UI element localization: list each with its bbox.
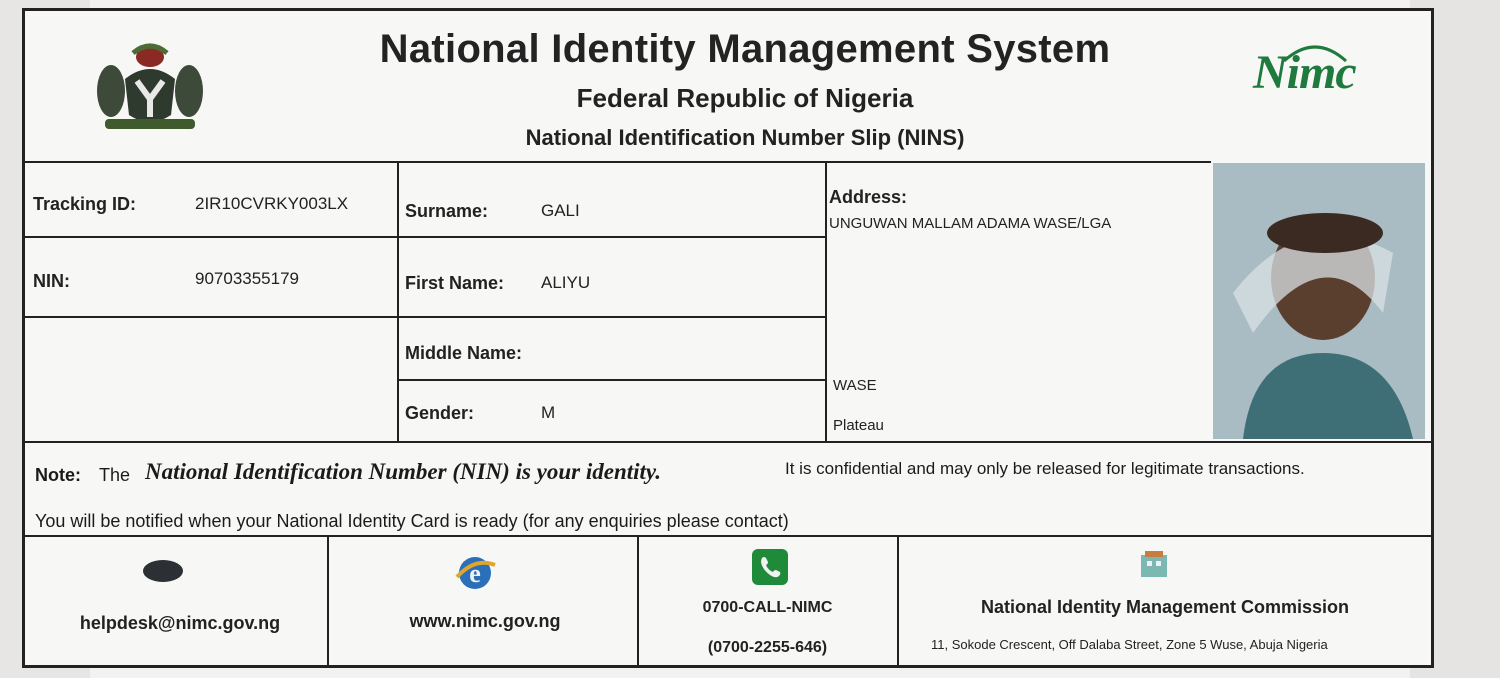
portrait-image	[1213, 163, 1425, 439]
holder-photo	[1213, 163, 1425, 439]
divider	[637, 535, 639, 665]
nin-label: NIN:	[33, 271, 70, 291]
commission-address: 11, Sokode Crescent, Off Dalaba Street, Zone 5 Wuse, Abuja Nigeria	[931, 637, 1328, 652]
office-building-icon	[1137, 547, 1171, 581]
divider	[397, 161, 399, 441]
tracking-id-value: 2IR10CVRKY003LX	[195, 194, 349, 213]
divider	[25, 535, 1431, 537]
nimc-logo: Nimc	[1253, 46, 1356, 99]
divider	[327, 535, 329, 665]
note-notification: You will be notified when your National Identity Card is ready (for any enquiries please contact)	[35, 511, 789, 531]
tracking-id-label: Tracking ID:	[33, 194, 137, 214]
svg-text:e: e	[469, 559, 481, 588]
note-the: The	[99, 465, 131, 485]
divider	[25, 161, 1211, 163]
note-label: Note:	[35, 465, 81, 485]
note-confidential: It is confidential and may only be released for legitimate transactions.	[785, 459, 1305, 478]
slip-name: National Identification Number Slip (NINS)	[525, 125, 965, 150]
surname-value: GALI	[541, 201, 580, 220]
address-label: Address:	[829, 187, 908, 207]
first-name-label: First Name:	[405, 273, 505, 293]
surname-label: Surname:	[405, 201, 489, 221]
note-emphasis: National Identification Number (NIN) is your identity.	[145, 459, 662, 484]
nin-slip	[22, 8, 1434, 668]
helpdesk-email[interactable]: helpdesk@nimc.gov.ng	[79, 613, 281, 633]
address-line: UNGUWAN MALLAM ADAMA WASE/LGA	[829, 215, 1112, 232]
divider	[897, 535, 899, 665]
divider	[397, 379, 825, 381]
country-subtitle: Federal Republic of Nigeria	[576, 83, 914, 113]
address-state: Plateau	[833, 417, 884, 434]
divider	[25, 316, 825, 318]
middle-name-label: Middle Name:	[405, 343, 523, 363]
email-icon	[141, 559, 185, 583]
phone-icon	[750, 547, 790, 587]
divider	[825, 161, 827, 441]
gender-label: Gender:	[405, 403, 475, 423]
page-title: National Identity Management System	[379, 27, 1111, 71]
commission-name: National Identity Management Commission	[980, 597, 1350, 617]
phone-digits[interactable]: (0700-2255-646)	[707, 639, 828, 656]
coat-of-arms-icon	[85, 29, 215, 139]
web-browser-icon	[453, 551, 497, 595]
phone-words[interactable]: 0700-CALL-NIMC	[702, 599, 833, 616]
website-link[interactable]: www.nimc.gov.ng	[409, 611, 561, 631]
first-name-value: ALIYU	[541, 273, 591, 292]
address-lga: WASE	[833, 377, 877, 394]
divider	[25, 441, 1431, 443]
divider	[25, 236, 825, 238]
nin-value: 90703355179	[195, 269, 300, 288]
gender-value: M	[541, 403, 556, 422]
